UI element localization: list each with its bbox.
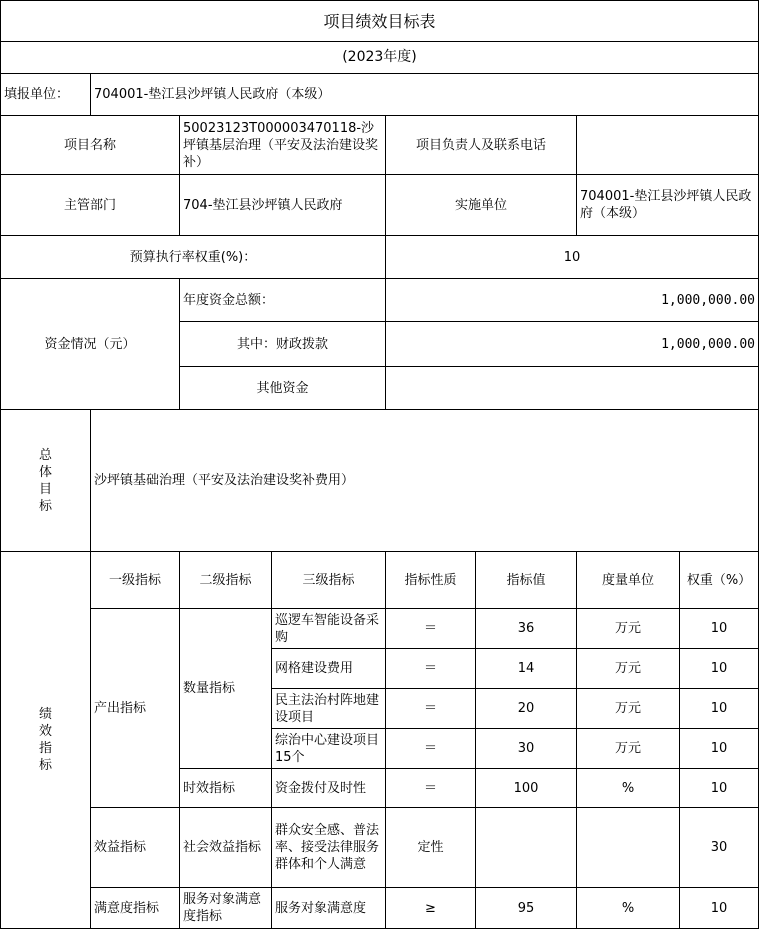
indicator-weight: 10 bbox=[680, 888, 759, 929]
level3-indicator: 资金拨付及时性 bbox=[272, 769, 386, 808]
indicator-unit bbox=[577, 808, 680, 888]
level2-service-satisfaction: 服务对象满意度指标 bbox=[180, 888, 272, 929]
level2-quantity: 数量指标 bbox=[180, 609, 272, 769]
indicator-value: 20 bbox=[476, 689, 577, 729]
header-weight: 权重（%） bbox=[680, 552, 759, 609]
fiscal-year: (2023年度) bbox=[1, 42, 759, 74]
indicator-value: 30 bbox=[476, 729, 577, 769]
level1-satisfaction: 满意度指标 bbox=[91, 888, 180, 929]
budget-weight-value: 10 bbox=[386, 236, 759, 279]
header-level3: 三级指标 bbox=[272, 552, 386, 609]
level3-indicator: 网格建设费用 bbox=[272, 649, 386, 689]
table-title: 项目绩效目标表 bbox=[1, 1, 759, 42]
indicator-nature: 定性 bbox=[386, 808, 476, 888]
level2-timeliness: 时效指标 bbox=[180, 769, 272, 808]
fiscal-funds-label: 其中：财政拨款 bbox=[180, 322, 386, 367]
overall-goal-label-text: 总体目标 bbox=[39, 447, 53, 514]
level3-indicator: 群众安全感、普法率、接受法律服务群体和个人满意 bbox=[272, 808, 386, 888]
indicator-weight: 10 bbox=[680, 769, 759, 808]
level3-indicator: 民主法治村阵地建设项目 bbox=[272, 689, 386, 729]
fiscal-funds-value: 1,000,000.00 bbox=[386, 322, 759, 367]
total-funds-value: 1,000,000.00 bbox=[386, 279, 759, 322]
budget-weight-label: 预算执行率权重(%)： bbox=[1, 236, 386, 279]
performance-indicators-label-text: 绩效指标 bbox=[39, 707, 53, 773]
level1-benefit: 效益指标 bbox=[91, 808, 180, 888]
level2-social-benefit: 社会效益指标 bbox=[180, 808, 272, 888]
indicator-value: 95 bbox=[476, 888, 577, 929]
indicator-weight: 10 bbox=[680, 649, 759, 689]
indicator-unit: % bbox=[577, 769, 680, 808]
indicator-nature: ≥ bbox=[386, 888, 476, 929]
reporting-unit-value: 704001-垫江县沙坪镇人民政府（本级） bbox=[91, 74, 759, 116]
reporting-unit-label: 填报单位： bbox=[1, 74, 91, 116]
overall-goal-value: 沙坪镇基础治理（平安及法治建设奖补费用） bbox=[91, 410, 759, 552]
header-level1: 一级指标 bbox=[91, 552, 180, 609]
contact-label: 项目负责人及联系电话 bbox=[386, 116, 577, 175]
indicator-value: 36 bbox=[476, 609, 577, 649]
level3-indicator: 服务对象满意度 bbox=[272, 888, 386, 929]
indicator-value: 100 bbox=[476, 769, 577, 808]
implementing-unit-value: 704001-垫江县沙坪镇人民政府（本级） bbox=[577, 175, 759, 236]
indicator-nature: ＝ bbox=[386, 769, 476, 808]
header-level2: 二级指标 bbox=[180, 552, 272, 609]
indicator-value: 14 bbox=[476, 649, 577, 689]
indicator-unit: 万元 bbox=[577, 689, 680, 729]
implementing-unit-label: 实施单位 bbox=[386, 175, 577, 236]
level1-output: 产出指标 bbox=[91, 609, 180, 808]
department-label: 主管部门 bbox=[1, 175, 180, 236]
indicator-nature: ＝ bbox=[386, 609, 476, 649]
contact-value bbox=[577, 116, 759, 175]
indicator-weight: 10 bbox=[680, 609, 759, 649]
indicator-weight: 10 bbox=[680, 689, 759, 729]
indicator-unit: 万元 bbox=[577, 729, 680, 769]
indicator-value bbox=[476, 808, 577, 888]
level3-indicator: 综治中心建设项目15个 bbox=[272, 729, 386, 769]
project-name-label: 项目名称 bbox=[1, 116, 180, 175]
indicator-weight: 30 bbox=[680, 808, 759, 888]
indicator-unit: 万元 bbox=[577, 609, 680, 649]
indicator-unit: % bbox=[577, 888, 680, 929]
funds-label: 资金情况（元） bbox=[1, 279, 180, 410]
performance-indicators-label bbox=[1, 552, 91, 929]
other-funds-label: 其他资金 bbox=[180, 367, 386, 410]
department-value: 704-垫江县沙坪镇人民政府 bbox=[180, 175, 386, 236]
overall-goal-label bbox=[1, 410, 91, 552]
other-funds-value bbox=[386, 367, 759, 410]
total-funds-label: 年度资金总额： bbox=[180, 279, 386, 322]
indicator-nature: ＝ bbox=[386, 689, 476, 729]
indicator-nature: ＝ bbox=[386, 729, 476, 769]
project-name-value: 50023123T000003470118-沙坪镇基层治理（平安及法治建设奖补） bbox=[180, 116, 386, 175]
indicator-unit: 万元 bbox=[577, 649, 680, 689]
header-value: 指标值 bbox=[476, 552, 577, 609]
indicator-nature: ＝ bbox=[386, 649, 476, 689]
indicator-weight: 10 bbox=[680, 729, 759, 769]
level3-indicator: 巡逻车智能设备采购 bbox=[272, 609, 386, 649]
header-nature: 指标性质 bbox=[386, 552, 476, 609]
header-unit: 度量单位 bbox=[577, 552, 680, 609]
